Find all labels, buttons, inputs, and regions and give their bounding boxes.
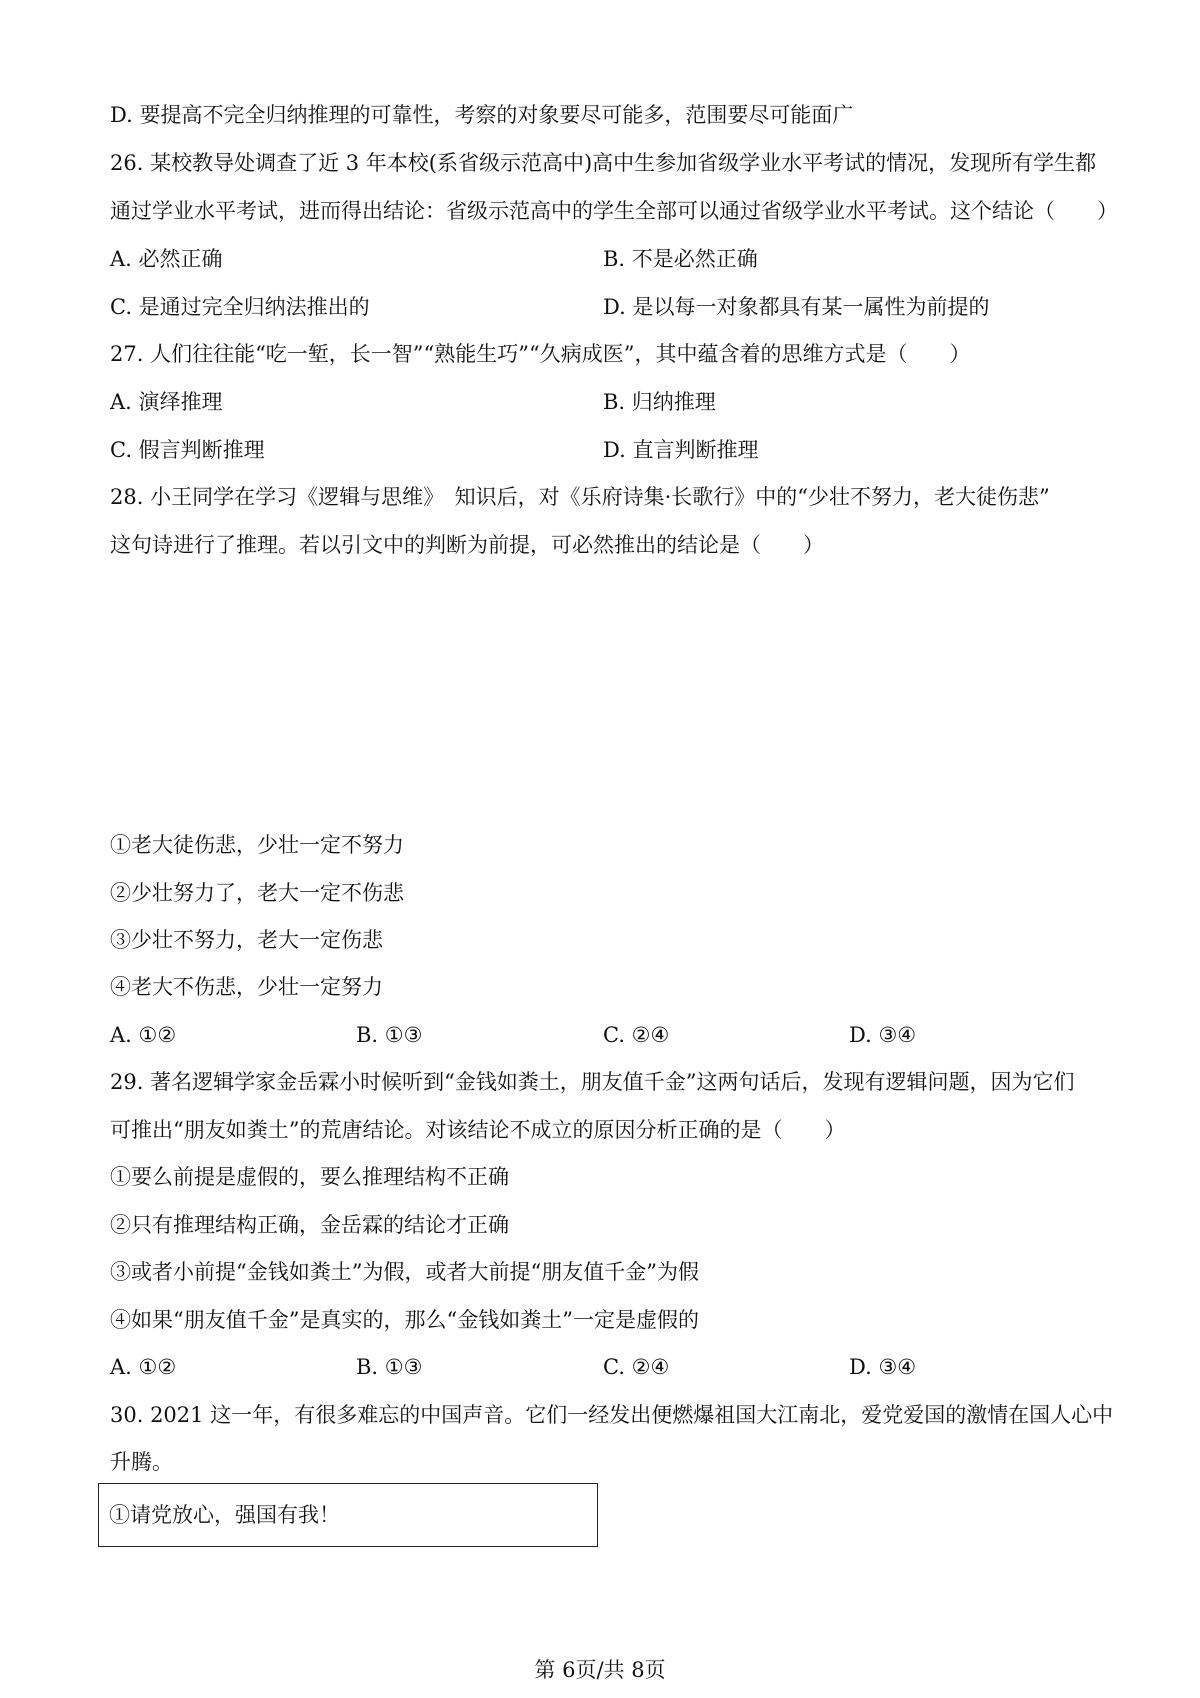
q28-option-c: C. ②④: [603, 1023, 670, 1047]
q26-option-b: B. 不是必然正确: [603, 247, 758, 271]
q29-option-b: B. ①③: [356, 1355, 423, 1379]
q29-item-2: ②只有推理结构正确，金岳霖的结论才正确: [110, 1213, 509, 1237]
q29-stem-line2: 可推出“朋友如粪土”的荒唐结论。对该结论不成立的原因分析正确的是（ ）: [110, 1118, 846, 1142]
q28-item-4: ④老大不伤悲，少壮一定努力: [110, 975, 383, 999]
q29-item-4: ④如果“朋友值千金”是真实的，那么“金钱如粪土”一定是虚假的: [110, 1308, 699, 1332]
q27-option-c: C. 假言判断推理: [110, 438, 265, 462]
q29-item-1: ①要么前提是虚假的，要么推理结构不正确: [110, 1165, 509, 1189]
q29-option-c: C. ②④: [603, 1355, 670, 1379]
q28-item-3: ③少壮不努力，老大一定伤悲: [110, 928, 383, 952]
q29-option-a: A. ①②: [110, 1355, 177, 1379]
q30-stem-line1: 30. 2021 这一年，有很多难忘的中国声音。它们一经发出便燃爆祖国大江南北，爱党爱国的激情在国人心中: [110, 1403, 1114, 1427]
q30-quote-box: [98, 1483, 598, 1547]
q27-stem: 27. 人们往往能“吃一堑，长一智”“熟能生巧”“久病成医”，其中蕴含着的思维方式是（ ）: [110, 342, 971, 366]
q25-option-d: D. 要提高不完全归纳推理的可靠性，考察的对象要尽可能多，范围要尽可能面广: [110, 103, 854, 127]
q27-option-d: D. 直言判断推理: [603, 438, 759, 462]
q28-option-a: A. ①②: [110, 1023, 177, 1047]
q26-option-c: C. 是通过完全归纳法推出的: [110, 295, 370, 319]
q29-item-3: ③或者小前提“金钱如粪土”为假，或者大前提“朋友值千金”为假: [110, 1260, 699, 1284]
q28-stem-line2: 这句诗进行了推理。若以引文中的判断为前提，可必然推出的结论是（ ）: [110, 533, 824, 557]
q28-item-1: ①老大徒伤悲，少壮一定不努力: [110, 833, 404, 857]
q30-stem-line2: 升腾。: [110, 1450, 173, 1474]
q26-option-a: A. 必然正确: [110, 247, 223, 271]
q29-option-d: D. ③④: [849, 1355, 917, 1379]
q27-option-a: A. 演绎推理: [110, 390, 223, 414]
q28-stem-line1: 28. 小王同学在学习《逻辑与思维》 知识后，对《乐府诗集·长歌行》中的“少壮不努力，老大徒伤悲”: [110, 485, 1050, 509]
q28-item-2: ②少壮努力了，老大一定不伤悲: [110, 881, 404, 905]
q30-quote-text: ①请党放心，强国有我！: [109, 1503, 340, 1527]
q26-stem-line2: 通过学业水平考试，进而得出结论：省级示范高中的学生全部可以通过省级学业水平考试。这个结论（ ）: [110, 199, 1118, 223]
q26-option-d: D. 是以每一对象都具有某一属性为前提的: [603, 295, 990, 319]
q29-stem-line1: 29. 著名逻辑学家金岳霖小时候听到“金钱如粪土，朋友值千金”这两句话后，发现有逻辑问题，因为它们: [110, 1070, 1075, 1094]
q27-option-b: B. 归纳推理: [603, 390, 716, 414]
q28-option-b: B. ①③: [356, 1023, 423, 1047]
q26-stem-line1: 26. 某校教导处调查了近 3 年本校(系省级示范高中)高中生参加省级学业水平考试的情况，发现所有学生都: [110, 151, 1097, 175]
page-number: 第 6页/共 8页: [534, 1658, 666, 1682]
q28-option-d: D. ③④: [849, 1023, 917, 1047]
